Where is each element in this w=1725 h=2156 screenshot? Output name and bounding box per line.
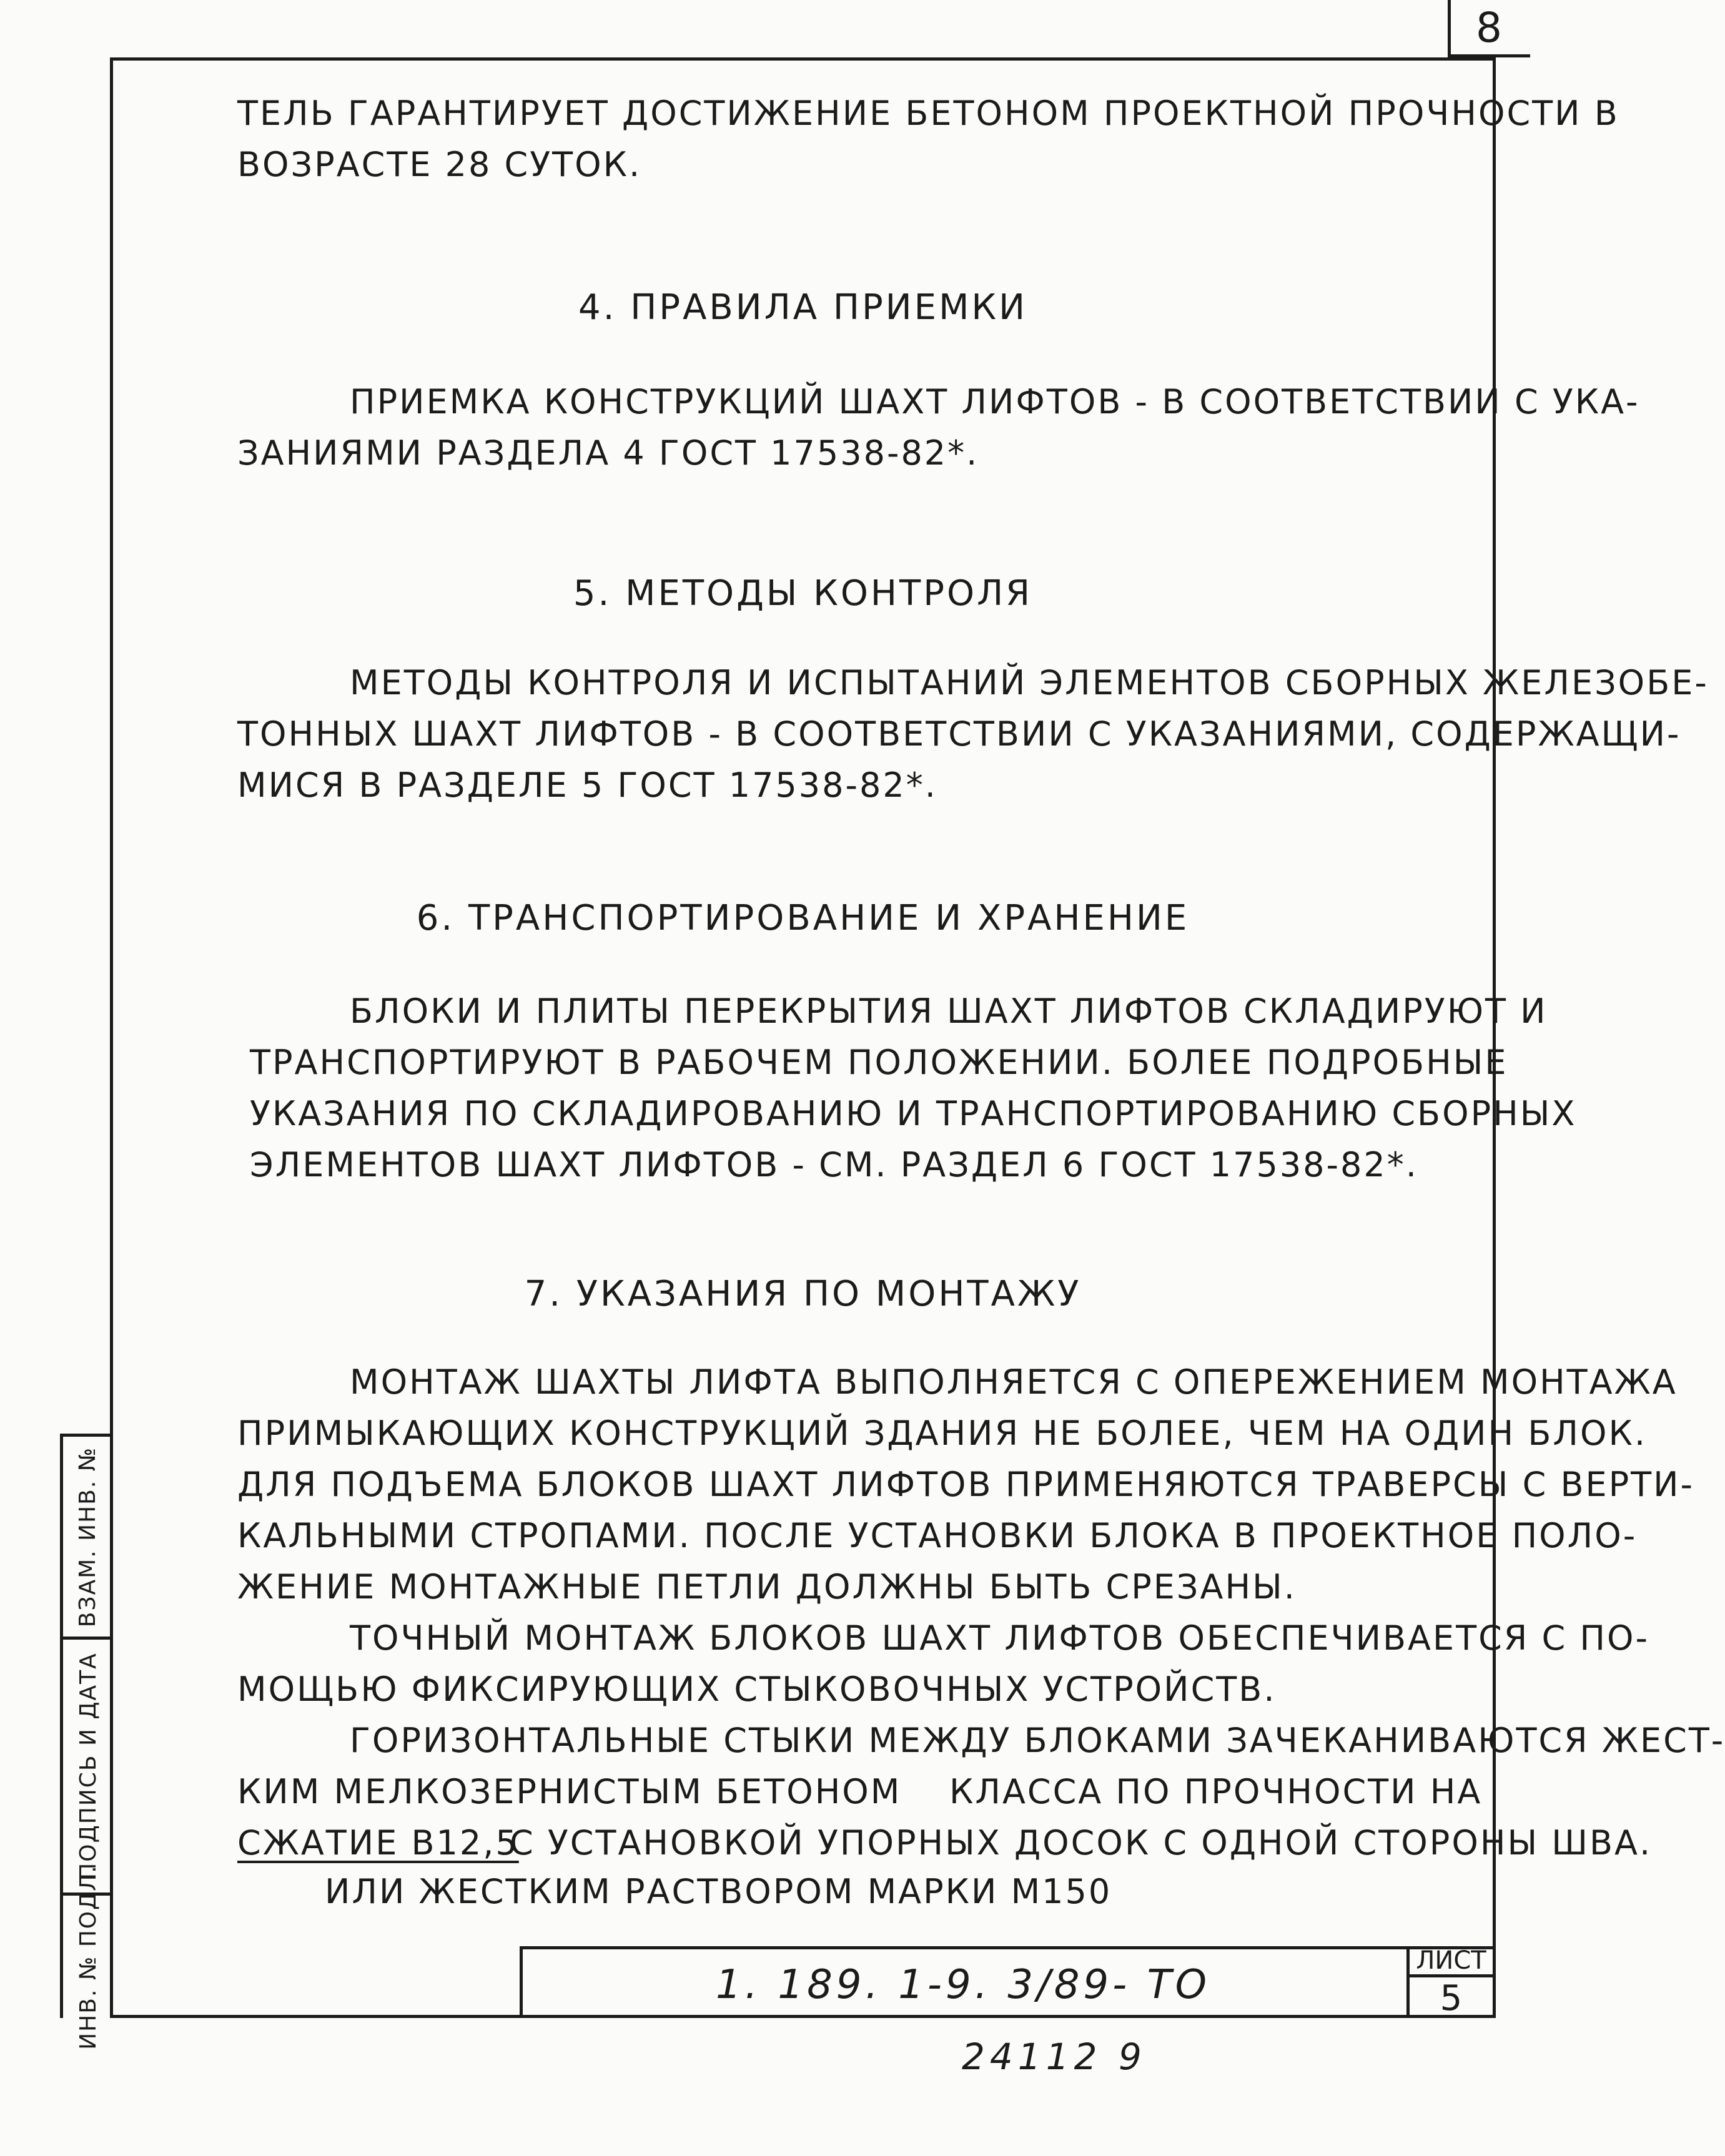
section-4-heading: 4. ПРАВИЛА ПРИЕМКИ (578, 287, 1028, 328)
section-6-line-2: ТРАНСПОРТИРУЮТ В РАБОЧЕМ ПОЛОЖЕНИИ. БОЛЕЕ ПОДРОБНЫЕ (250, 1043, 1508, 1082)
section-5-line-2: ТОННЫХ ШАХТ ЛИФТОВ - В СООТВЕТСТВИИ С УКАЗАНИЯМИ, СОДЕРЖАЩИ- (237, 714, 1681, 754)
section-5-heading: 5. МЕТОДЫ КОНТРОЛЯ (573, 573, 1033, 614)
section-7-heading: 7. УКАЗАНИЯ ПО МОНТАЖУ (524, 1274, 1082, 1314)
section-4-line-1: ПРИЕМКА КОНСТРУКЦИЙ ШАХТ ЛИФТОВ - В СООТВЕТСТВИИ С УКА- (350, 382, 1640, 421)
section-7-line-2: ПРИМЫКАЮЩИХ КОНСТРУКЦИЙ ЗДАНИЯ НЕ БОЛЕЕ, ЧЕМ НА ОДИН БЛОК. (237, 1414, 1647, 1453)
section-7-line-11: ИЛИ ЖЕСТКИМ РАСТВОРОМ МАРКИ М150 (325, 1872, 1112, 1911)
section-7-line-1: МОНТАЖ ШАХТЫ ЛИФТА ВЫПОЛНЯЕТСЯ С ОПЕРЕЖЕНИЕМ МОНТАЖА (350, 1362, 1678, 1402)
section-7-line-9a: КИМ МЕЛКОЗЕРНИСТЫМ БЕТОНОМ (237, 1772, 902, 1811)
section-6-line-3: УКАЗАНИЯ ПО СКЛАДИРОВАНИЮ И ТРАНСПОРТИРОВАНИЮ СБОРНЫХ (250, 1094, 1577, 1133)
section-5-line-3: МИСЯ В РАЗДЕЛЕ 5 ГОСТ 17538-82*. (237, 765, 937, 805)
section-7-line-9b: КЛАССА ПО ПРОЧНОСТИ НА (949, 1772, 1483, 1811)
intro-line-2: ВОЗРАСТЕ 28 СУТОК. (237, 145, 642, 184)
section-7-line-3: ДЛЯ ПОДЪЕМА БЛОКОВ ШАХТ ЛИФТОВ ПРИМЕНЯЮТСЯ ТРАВЕРСЫ С ВЕРТИ- (237, 1465, 1695, 1504)
section-7-line-7: МОЩЬЮ ФИКСИРУЮЩИХ СТЫКОВОЧНЫХ УСТРОЙСТВ. (237, 1670, 1277, 1709)
section-4-line-2: ЗАНИЯМИ РАЗДЕЛА 4 ГОСТ 17538-82*. (237, 433, 979, 473)
margin-strip (60, 1434, 110, 2050)
section-7-line-10a: СЖАТИЕ В12,5 (237, 1823, 519, 1863)
section-6-line-4: ЭЛЕМЕНТОВ ШАХТ ЛИФТОВ - СМ. РАЗДЕЛ 6 ГОСТ 17538-82*. (250, 1145, 1418, 1184)
section-7-line-10b: С УСТАНОВКОЙ УПОРНЫХ ДОСОК С ОДНОЙ СТОРОНЫ ШВА. (510, 1823, 1653, 1863)
intro-line-1: ТЕЛЬ ГАРАНТИРУЕТ ДОСТИЖЕНИЕ БЕТОНОМ ПРОЕКТНОЙ ПРОЧНОСТИ В (237, 94, 1619, 133)
margin-label-podpis: ПОДПИСЬ И ДАТА (75, 1652, 101, 1880)
footer-archive-number: 24112 9 (962, 2035, 1147, 2078)
sheet-number: 5 (1440, 1978, 1463, 2019)
section-7-line-4: КАЛЬНЫМИ СТРОПАМИ. ПОСЛЕ УСТАНОВКИ БЛОКА В ПРОЕКТНОЕ ПОЛО- (237, 1516, 1638, 1555)
margin-label-inv-podl: ИНВ. № ПОДЛ. (75, 1864, 101, 2050)
section-6-line-1: БЛОКИ И ПЛИТЫ ПЕРЕКРЫТИЯ ШАХТ ЛИФТОВ СКЛАДИРУЮТ И (350, 992, 1548, 1031)
sheet-label: ЛИСТ (1406, 1946, 1496, 1977)
section-7-line-6: ТОЧНЫЙ МОНТАЖ БЛОКОВ ШАХТ ЛИФТОВ ОБЕСПЕЧИВАЕТСЯ С ПО- (350, 1618, 1649, 1658)
corner-page-number: 8 (1476, 4, 1502, 52)
section-7-line-8: ГОРИЗОНТАЛЬНЫЕ СТЫКИ МЕЖДУ БЛОКАМИ ЗАЧЕКАНИВАЮТСЯ ЖЕСТ- (350, 1721, 1725, 1760)
section-6-heading: 6. ТРАНСПОРТИРОВАНИЕ И ХРАНЕНИЕ (416, 898, 1190, 938)
section-5-line-1: МЕТОДЫ КОНТРОЛЯ И ИСПЫТАНИЙ ЭЛЕМЕНТОВ СБОРНЫХ ЖЕЛЕЗОБЕ- (350, 663, 1709, 702)
document-code: 1. 189. 1-9. 3/89- ТО (715, 1962, 1211, 2008)
section-7-line-5: ЖЕНИЕ МОНТАЖНЫЕ ПЕТЛИ ДОЛЖНЫ БЫТЬ СРЕЗАНЫ. (237, 1567, 1297, 1607)
margin-label-vzam: ВЗАМ. ИНВ. № (75, 1446, 101, 1627)
